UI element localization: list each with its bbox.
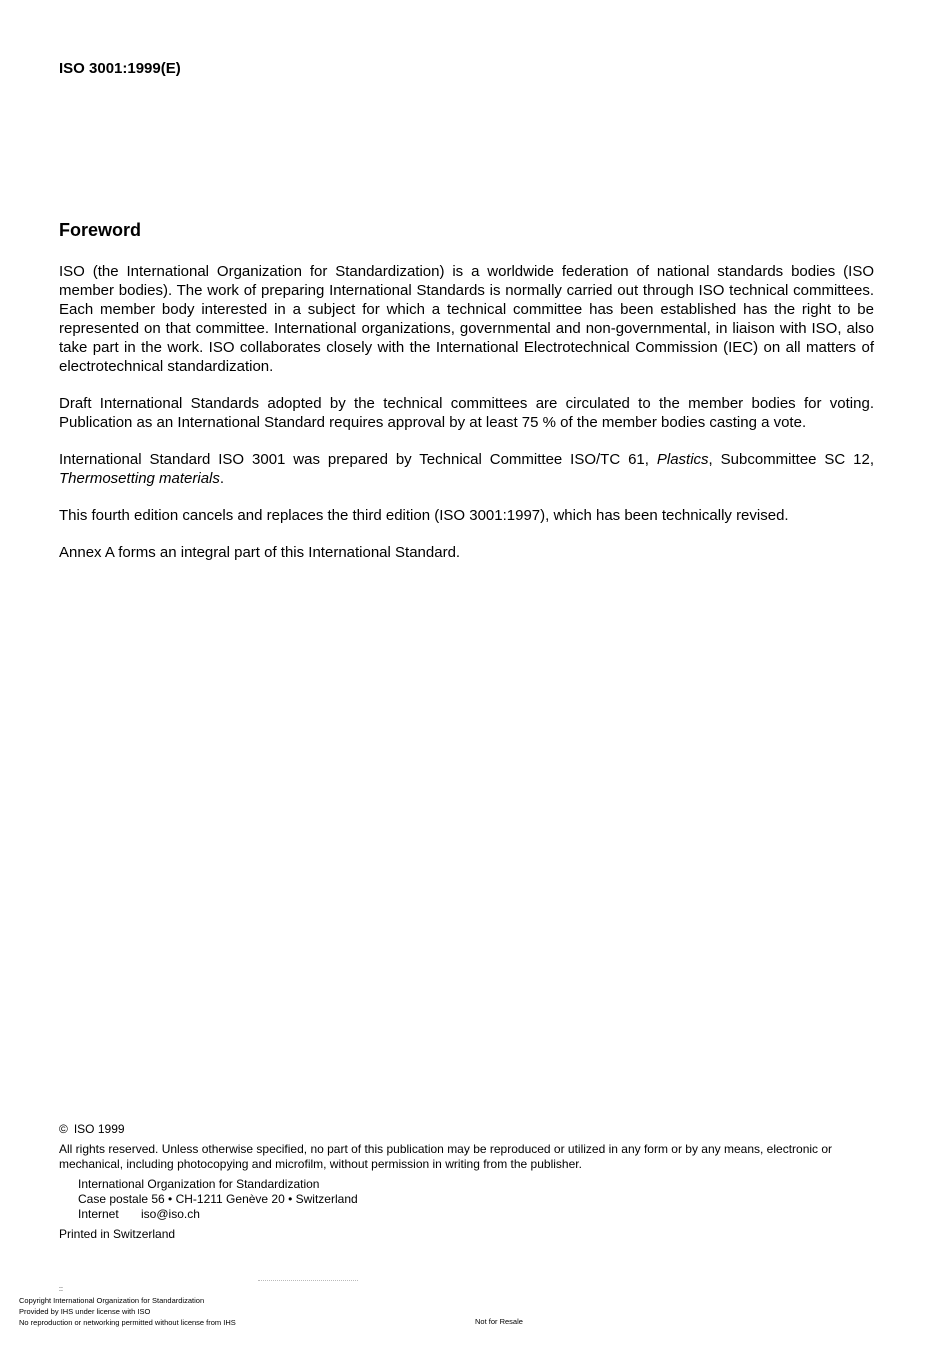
copyright-line (59, 1122, 874, 1137)
postal-address: Case postale 56 • CH-1211 Genève 20 • Switzerland (78, 1192, 358, 1206)
paragraph-text: . (219, 470, 225, 487)
publisher-address (59, 1177, 874, 1222)
publisher-name: International Organization for Standardization (78, 1177, 320, 1191)
foreword-paragraph: ISO (the International Organization for Standardization) is a worldwide federation of national standards bodies (ISO member bodies). The work of preparing International Standards is normally carried out through ISO technical committees. Each member body interested in a subject for which a technical committee has been established has the right to be represented on that committee. International organizations, governmental and non-governmental, in liaison with ISO, also take part in the work. ISO collaborates closely with the International Electrotechnical Commission (IEC) on all matters of electrotechnical standardization. (59, 263, 874, 375)
internet-label: Internet (78, 1207, 119, 1221)
internet-line (78, 1207, 874, 1222)
license-line: No reproduction or networking permitted without license from IHS (19, 1318, 236, 1327)
copyright-symbol: © (59, 1122, 68, 1136)
license-line: Provided by IHS under license with ISO (19, 1307, 151, 1316)
paragraph-text: International Standard ISO 3001 was prepared by Technical Committee ISO/TC 61, (59, 451, 657, 468)
license-line: Copyright International Organization for Standardization (19, 1296, 205, 1305)
printed-in: Printed in Switzerland (59, 1227, 176, 1241)
foreword-paragraph: This fourth edition cancels and replaces the third edition (ISO 3001:1997), which has been technically revised. (59, 507, 789, 524)
foreword-heading: Foreword (59, 220, 142, 240)
foreword-body (59, 262, 874, 562)
copyright-block (59, 1122, 874, 1242)
scan-artifact (258, 1280, 358, 1283)
document-id: ISO 3001:1999(E) (59, 60, 181, 77)
rights-notice: All rights reserved. Unless otherwise specified, no part of this publication may be reproduced or utilized in any form or by any means, electronic or mechanical, including photocopying and microfilm, without permission in writing from the publisher. (59, 1142, 833, 1171)
license-footer (19, 1295, 236, 1328)
copyright-year: ISO 1999 (73, 1122, 125, 1136)
committee-name: Plastics (656, 451, 709, 468)
paragraph-text: , Subcommittee SC 12, (708, 451, 875, 468)
foreword-paragraph: Annex A forms an integral part of this International Standard. (59, 544, 461, 561)
resale-notice: Not for Resale (475, 1317, 523, 1326)
scan-dots: :: (59, 1286, 63, 1293)
email-link[interactable]: iso@iso.ch (141, 1207, 200, 1221)
foreword-paragraph: Draft International Standards adopted by the technical committees are circulated to the member bodies for voting. Publication as an International Standard requires approval by at least 75 % of the member bodies casting a vote. (59, 395, 874, 431)
subcommittee-name: Thermosetting materials (59, 470, 220, 487)
foreword-paragraph (59, 450, 874, 488)
